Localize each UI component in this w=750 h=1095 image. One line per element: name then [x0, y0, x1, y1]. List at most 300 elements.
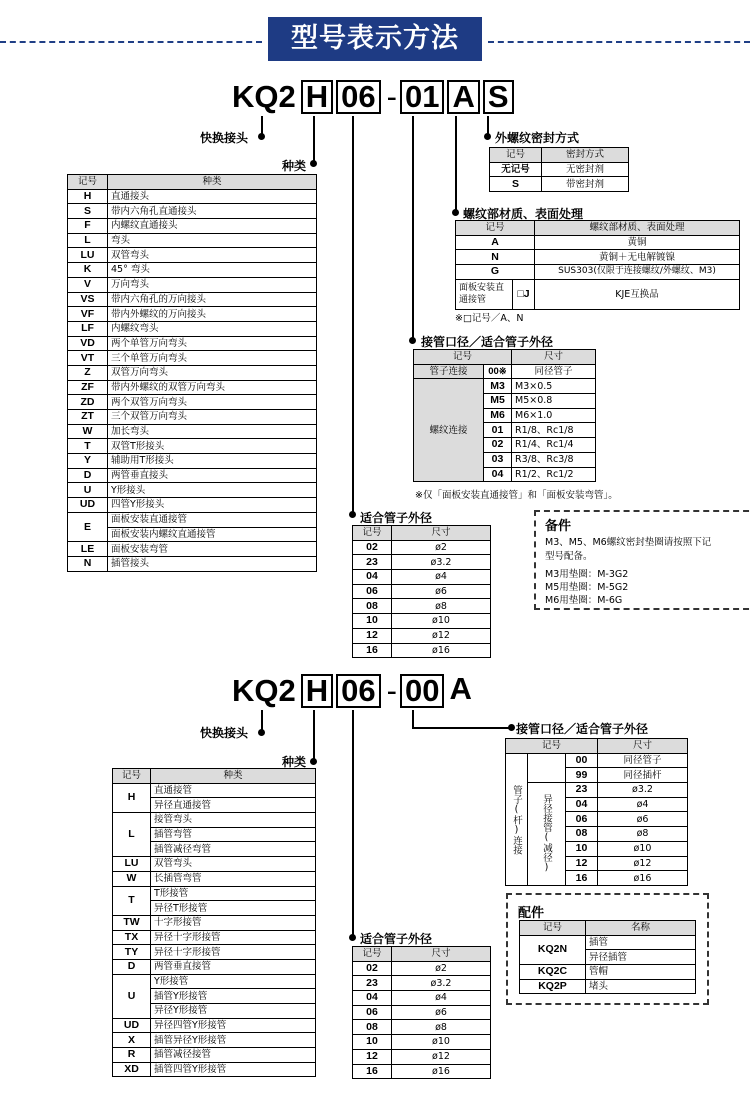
table-cell: 04	[566, 797, 598, 812]
table-cell: 十字形接管	[151, 915, 316, 930]
table-row	[68, 424, 317, 439]
tube-table-top	[352, 525, 491, 658]
table-row	[68, 439, 317, 454]
table-row	[113, 1018, 316, 1033]
table-cell: H	[68, 189, 108, 204]
col-header: 尺寸	[598, 739, 688, 754]
table-row	[68, 410, 317, 425]
table-cell: 管子连接	[414, 364, 484, 379]
leader-port	[412, 710, 414, 728]
table-row	[113, 886, 316, 901]
table-cell: ø6	[598, 812, 688, 827]
table-cell: 三个双管万向弯头	[108, 410, 317, 425]
col-header: 记号	[506, 739, 598, 754]
table-cell: 无记号	[490, 162, 542, 177]
table-cell: F	[68, 219, 108, 234]
col-header: 记号	[68, 175, 108, 190]
table-cell: 万向弯头	[108, 277, 317, 292]
table-cell: 23	[353, 976, 392, 991]
table-cell: ø12	[392, 628, 491, 643]
col-header: 名称	[586, 921, 696, 936]
table-cell: 02	[353, 961, 392, 976]
parts-title: 配件	[518, 906, 545, 921]
leader-port	[412, 116, 414, 342]
table-cell: 06	[566, 812, 598, 827]
table-row	[113, 1048, 316, 1063]
label-tube-od: 适合管子外径	[360, 511, 433, 525]
table-cell: 插管	[586, 935, 696, 950]
table-cell: M5×0.8	[512, 394, 596, 409]
table-cell: 直通接头	[108, 189, 317, 204]
table-row	[68, 204, 317, 219]
seal-table	[489, 147, 629, 192]
table-cell: 异径Y形接管	[151, 1004, 316, 1019]
label-type: 种类	[282, 755, 307, 769]
table-cell: ø10	[598, 841, 688, 856]
table-row	[68, 277, 317, 292]
table-cell: 异径插管	[586, 950, 696, 965]
table-cell: Y形接管	[151, 974, 316, 989]
table-cell: D	[113, 959, 151, 974]
table-cell: TX	[113, 930, 151, 945]
table-cell: 两管垂直接管	[151, 959, 316, 974]
code-prefix: KQ2	[232, 673, 296, 708]
table-cell: 08	[566, 827, 598, 842]
table-cell: M3	[484, 379, 512, 394]
table-cell: 面板安装内螺纹直通接管	[108, 527, 317, 542]
table-cell: 同径插杆	[598, 768, 688, 783]
table-cell: 16	[566, 871, 598, 886]
table-cell: U	[68, 483, 108, 498]
table-cell: L	[113, 813, 151, 857]
table-row	[113, 930, 316, 945]
port-table-bottom	[505, 738, 688, 886]
leader-dot	[349, 511, 356, 518]
table-cell: 45° 弯头	[108, 263, 317, 278]
table-cell: 插管Y形接管	[151, 989, 316, 1004]
col-header: 密封方式	[542, 148, 629, 163]
code-material: A	[447, 80, 479, 114]
leader-material	[455, 116, 457, 214]
table-cell: R	[113, 1048, 151, 1063]
table-row	[68, 233, 317, 248]
table-cell: 双管T形接头	[108, 439, 317, 454]
table-cell: 带密封剂	[542, 177, 629, 192]
label-quick-connector: 快换接头	[200, 726, 249, 740]
table-cell: 插管四管Y形接管	[151, 1062, 316, 1077]
table-cell: 带内外螺纹的万向接头	[108, 307, 317, 322]
table-cell: 异径T形接管	[151, 901, 316, 916]
table-cell: 插管接头	[108, 556, 317, 571]
table-cell: VF	[68, 307, 108, 322]
table-row	[353, 584, 491, 599]
code-port: 01	[400, 80, 444, 114]
table-cell: V	[68, 277, 108, 292]
table-cell: 内螺纹直通接头	[108, 219, 317, 234]
table-cell: T	[68, 439, 108, 454]
table-cell: N	[68, 556, 108, 571]
table-row	[113, 813, 316, 828]
code-prefix: KQ2	[232, 79, 296, 114]
table-row	[113, 783, 316, 798]
label-tube-od: 适合管子外径	[360, 932, 433, 946]
table-cell: M6	[484, 408, 512, 423]
code-type: H	[301, 674, 333, 708]
table-cell: 两个双管万向弯头	[108, 395, 317, 410]
table-cell: A	[456, 235, 535, 250]
table-cell: 02	[484, 438, 512, 453]
table-cell: 10	[353, 1035, 392, 1050]
table-cell: TW	[113, 915, 151, 930]
table-cell: H	[113, 783, 151, 812]
table-cell: LU	[68, 248, 108, 263]
col-header: 记号	[113, 769, 151, 784]
model-code-top	[232, 78, 517, 116]
table-cell: D	[68, 468, 108, 483]
table-cell: ø8	[392, 599, 491, 614]
code-seal: S	[483, 80, 514, 114]
table-cell: 螺纹连接	[414, 379, 484, 482]
table-cell: S	[490, 177, 542, 192]
label-type: 种类	[282, 159, 307, 173]
spare-text: M3、M5、M6螺纹密封垫圈请按照下记	[545, 537, 712, 548]
table-row	[353, 570, 491, 585]
code-port: 00	[400, 674, 444, 708]
table-cell: 同径管子	[512, 364, 596, 379]
table-cell: 04	[484, 467, 512, 482]
table-cell: Y	[68, 454, 108, 469]
table-cell: L	[68, 233, 108, 248]
table-row	[353, 991, 491, 1006]
table-row	[506, 753, 688, 768]
table-row	[353, 1020, 491, 1035]
leader-dot	[310, 758, 317, 765]
table-row	[113, 871, 316, 886]
leader-dot	[258, 133, 265, 140]
leader-tube	[352, 710, 354, 939]
table-cell: 带内外螺纹的双管万向弯头	[108, 380, 317, 395]
table-cell: 插管弯管	[151, 827, 316, 842]
table-cell	[528, 753, 566, 782]
table-cell: ø16	[392, 643, 491, 658]
table-row	[68, 189, 317, 204]
table-row	[353, 961, 491, 976]
table-cell: R3/8、Rc3/8	[512, 452, 596, 467]
col-header: 种类	[108, 175, 317, 190]
col-header: 尺寸	[512, 350, 596, 365]
table-cell: ø4	[598, 797, 688, 812]
table-row	[68, 556, 317, 571]
table-row	[68, 292, 317, 307]
table-row	[506, 783, 688, 798]
table-cell: 面板安装弯管	[108, 542, 317, 557]
table-cell: 面板安装直通接管	[108, 512, 317, 527]
table-row	[68, 498, 317, 513]
table-row	[68, 351, 317, 366]
table-cell: 02	[353, 540, 392, 555]
table-cell: ø10	[392, 1035, 491, 1050]
table-cell: 长插管弯管	[151, 871, 316, 886]
material-table	[455, 220, 740, 310]
table-cell: 04	[353, 570, 392, 585]
table-cell: R1/2、Rc1/2	[512, 467, 596, 482]
col-header: 尺寸	[392, 947, 491, 962]
leader-dot	[310, 160, 317, 167]
table-cell: 23	[566, 783, 598, 798]
parts-table	[519, 920, 696, 994]
table-cell: 双管万向弯头	[108, 365, 317, 380]
table-row	[68, 336, 317, 351]
table-cell: E	[68, 512, 108, 541]
table-cell: 两管垂直接头	[108, 468, 317, 483]
table-cell: KQ2P	[520, 979, 586, 994]
table-cell: ZF	[68, 380, 108, 395]
col-header: 记号	[414, 350, 512, 365]
table-cell: 异径十字形接管	[151, 930, 316, 945]
col-header: 记号	[353, 526, 392, 541]
table-row	[68, 365, 317, 380]
table-cell: ø16	[598, 871, 688, 886]
table-cell: 06	[353, 1005, 392, 1020]
table-cell: N	[456, 250, 535, 265]
table-cell: ø3.2	[392, 976, 491, 991]
table-cell: 黄铜	[535, 235, 740, 250]
col-header: 螺纹部材质、表面处理	[535, 221, 740, 236]
code-type: H	[301, 80, 333, 114]
table-cell: 双管弯头	[108, 248, 317, 263]
table-cell: ø12	[392, 1049, 491, 1064]
table-cell: 面板安装直通接管	[456, 279, 513, 309]
table-cell: 插管异径Y形接管	[151, 1033, 316, 1048]
type-table-bottom	[112, 768, 316, 1077]
table-cell: VD	[68, 336, 108, 351]
table-cell: 带内六角孔直通接头	[108, 204, 317, 219]
table-cell: SUS303(仅限于连接螺纹/外螺纹、M3)	[535, 265, 740, 280]
table-cell: 三个单管万向弯头	[108, 351, 317, 366]
table-row	[353, 1049, 491, 1064]
table-cell: LU	[113, 857, 151, 872]
table-cell: W	[113, 871, 151, 886]
tube-table-bottom	[352, 946, 491, 1079]
table-cell: ZT	[68, 410, 108, 425]
table-cell: 16	[353, 1064, 392, 1079]
table-cell: TY	[113, 945, 151, 960]
table-cell: 08	[353, 599, 392, 614]
label-quick-connector: 快换接头	[200, 131, 249, 145]
table-cell: 08	[353, 1020, 392, 1035]
table-row	[68, 307, 317, 322]
table-cell: 23	[353, 555, 392, 570]
material-note: ※□记号／A、N	[455, 313, 524, 324]
table-cell: 内螺纹弯头	[108, 321, 317, 336]
table-cell: ø2	[392, 961, 491, 976]
table-cell: 两个单管万向弯头	[108, 336, 317, 351]
table-cell: X	[113, 1033, 151, 1048]
table-cell: KQ2N	[520, 935, 586, 964]
code-dash: -	[386, 79, 397, 114]
table-row	[113, 974, 316, 989]
leader-dot	[508, 724, 515, 731]
table-cell: W	[68, 424, 108, 439]
model-code-bottom	[232, 672, 477, 710]
header-rule-left	[0, 41, 262, 43]
table-row	[113, 945, 316, 960]
table-cell: 带内六角孔的万向接头	[108, 292, 317, 307]
header-rule-right	[488, 41, 750, 43]
table-cell: M5	[484, 394, 512, 409]
table-row	[414, 379, 596, 394]
table-cell: 00※	[484, 364, 512, 379]
table-row	[353, 599, 491, 614]
table-row	[353, 1005, 491, 1020]
table-cell: ø3.2	[392, 555, 491, 570]
table-row	[68, 263, 317, 278]
table-cell: S	[68, 204, 108, 219]
table-row	[113, 915, 316, 930]
table-cell: 黄铜＋无电解镀镍	[535, 250, 740, 265]
table-cell: ø10	[392, 614, 491, 629]
spare-title: 备件	[545, 519, 572, 534]
table-cell: K	[68, 263, 108, 278]
table-cell: ø6	[392, 584, 491, 599]
table-cell: 异径直通接管	[151, 798, 316, 813]
table-cell: 03	[484, 452, 512, 467]
leader-type	[313, 710, 315, 763]
leader-tube	[352, 116, 354, 516]
table-cell: ø12	[598, 856, 688, 871]
table-cell: ø8	[392, 1020, 491, 1035]
table-row	[353, 628, 491, 643]
table-cell: G	[456, 265, 535, 280]
table-cell: 04	[353, 991, 392, 1006]
page-title: 型号表示方法	[268, 17, 482, 61]
leader-dot	[484, 133, 491, 140]
table-row	[68, 380, 317, 395]
table-row	[68, 468, 317, 483]
col-header: 记号	[456, 221, 535, 236]
label-material: 螺纹部材质、表面处理	[463, 207, 584, 221]
table-cell: R1/4、Rc1/4	[512, 438, 596, 453]
col-header: 种类	[151, 769, 316, 784]
table-row	[68, 219, 317, 234]
table-cell: 01	[484, 423, 512, 438]
table-row	[113, 857, 316, 872]
table-cell: KJE互换品	[535, 279, 740, 309]
table-cell: VS	[68, 292, 108, 307]
table-row	[68, 248, 317, 263]
table-cell: M3×0.5	[512, 379, 596, 394]
table-cell: M6×1.0	[512, 408, 596, 423]
col-header: 尺寸	[392, 526, 491, 541]
table-row	[353, 643, 491, 658]
port-table-top	[413, 349, 596, 482]
code-dash: -	[386, 673, 397, 708]
table-row	[113, 1062, 316, 1077]
code-tube: 06	[336, 674, 380, 708]
table-cell: UD	[68, 498, 108, 513]
code-tube: 06	[336, 80, 380, 114]
table-cell: 插管减径弯管	[151, 842, 316, 857]
table-cell: 异径接管(减径)	[528, 783, 566, 886]
table-row	[68, 395, 317, 410]
col-header: 记号	[353, 947, 392, 962]
type-table-top	[67, 174, 317, 572]
table-cell: □J	[513, 279, 535, 309]
table-cell: ZD	[68, 395, 108, 410]
table-cell: 加长弯头	[108, 424, 317, 439]
table-cell: 12	[353, 1049, 392, 1064]
table-row	[113, 1033, 316, 1048]
table-row	[68, 454, 317, 469]
table-cell: 异径四管Y形接管	[151, 1018, 316, 1033]
label-port: 接管口径／适合管子外径	[421, 335, 554, 349]
leader-type	[313, 116, 315, 165]
table-cell: KQ2C	[520, 965, 586, 980]
table-row	[113, 959, 316, 974]
table-cell: 辅助用T形接头	[108, 454, 317, 469]
table-cell: 插管减径接管	[151, 1048, 316, 1063]
leader-port	[412, 727, 512, 729]
table-cell: 无密封剂	[542, 162, 629, 177]
table-cell: 00	[566, 753, 598, 768]
table-cell: 异径十字形接管	[151, 945, 316, 960]
leader-dot	[452, 209, 459, 216]
leader-dot	[349, 934, 356, 941]
table-row	[68, 483, 317, 498]
table-cell: 12	[353, 628, 392, 643]
table-cell: U	[113, 974, 151, 1018]
table-row	[353, 555, 491, 570]
table-cell: 接管弯头	[151, 813, 316, 828]
table-cell: LF	[68, 321, 108, 336]
table-row	[353, 1035, 491, 1050]
table-row	[353, 1064, 491, 1079]
spare-line: M5用垫圈：M-5G2	[545, 582, 629, 593]
table-cell: 12	[566, 856, 598, 871]
table-cell: Y形接头	[108, 483, 317, 498]
table-cell: 16	[353, 643, 392, 658]
table-cell: ø16	[392, 1064, 491, 1079]
table-cell: UD	[113, 1018, 151, 1033]
table-cell: ø3.2	[598, 783, 688, 798]
spare-line: M6用垫圈：M-6G	[545, 595, 623, 606]
spare-line: M3用垫圈：M-3G2	[545, 569, 629, 580]
table-cell: ø8	[598, 827, 688, 842]
table-cell: 管子(杆)连接	[506, 753, 528, 885]
table-cell: XD	[113, 1062, 151, 1077]
code-material: A	[449, 671, 472, 706]
col-header: 记号	[520, 921, 586, 936]
table-row	[353, 540, 491, 555]
table-cell: 06	[353, 584, 392, 599]
table-cell: 管帽	[586, 965, 696, 980]
leader-dot	[258, 729, 265, 736]
label-seal: 外螺纹密封方式	[495, 131, 580, 145]
table-cell: 四管Y形接头	[108, 498, 317, 513]
table-cell: LE	[68, 542, 108, 557]
port-note: ※仅「面板安装直通接管」和「面板安装弯管」。	[415, 490, 618, 501]
table-row	[353, 614, 491, 629]
table-cell: ø6	[392, 1005, 491, 1020]
table-cell: 堵头	[586, 979, 696, 994]
label-port: 接管口径／适合管子外径	[516, 722, 649, 736]
table-cell: Z	[68, 365, 108, 380]
table-cell: T	[113, 886, 151, 915]
table-cell: 10	[566, 841, 598, 856]
table-cell: 99	[566, 768, 598, 783]
col-header: 记号	[490, 148, 542, 163]
table-cell: 同径管子	[598, 753, 688, 768]
